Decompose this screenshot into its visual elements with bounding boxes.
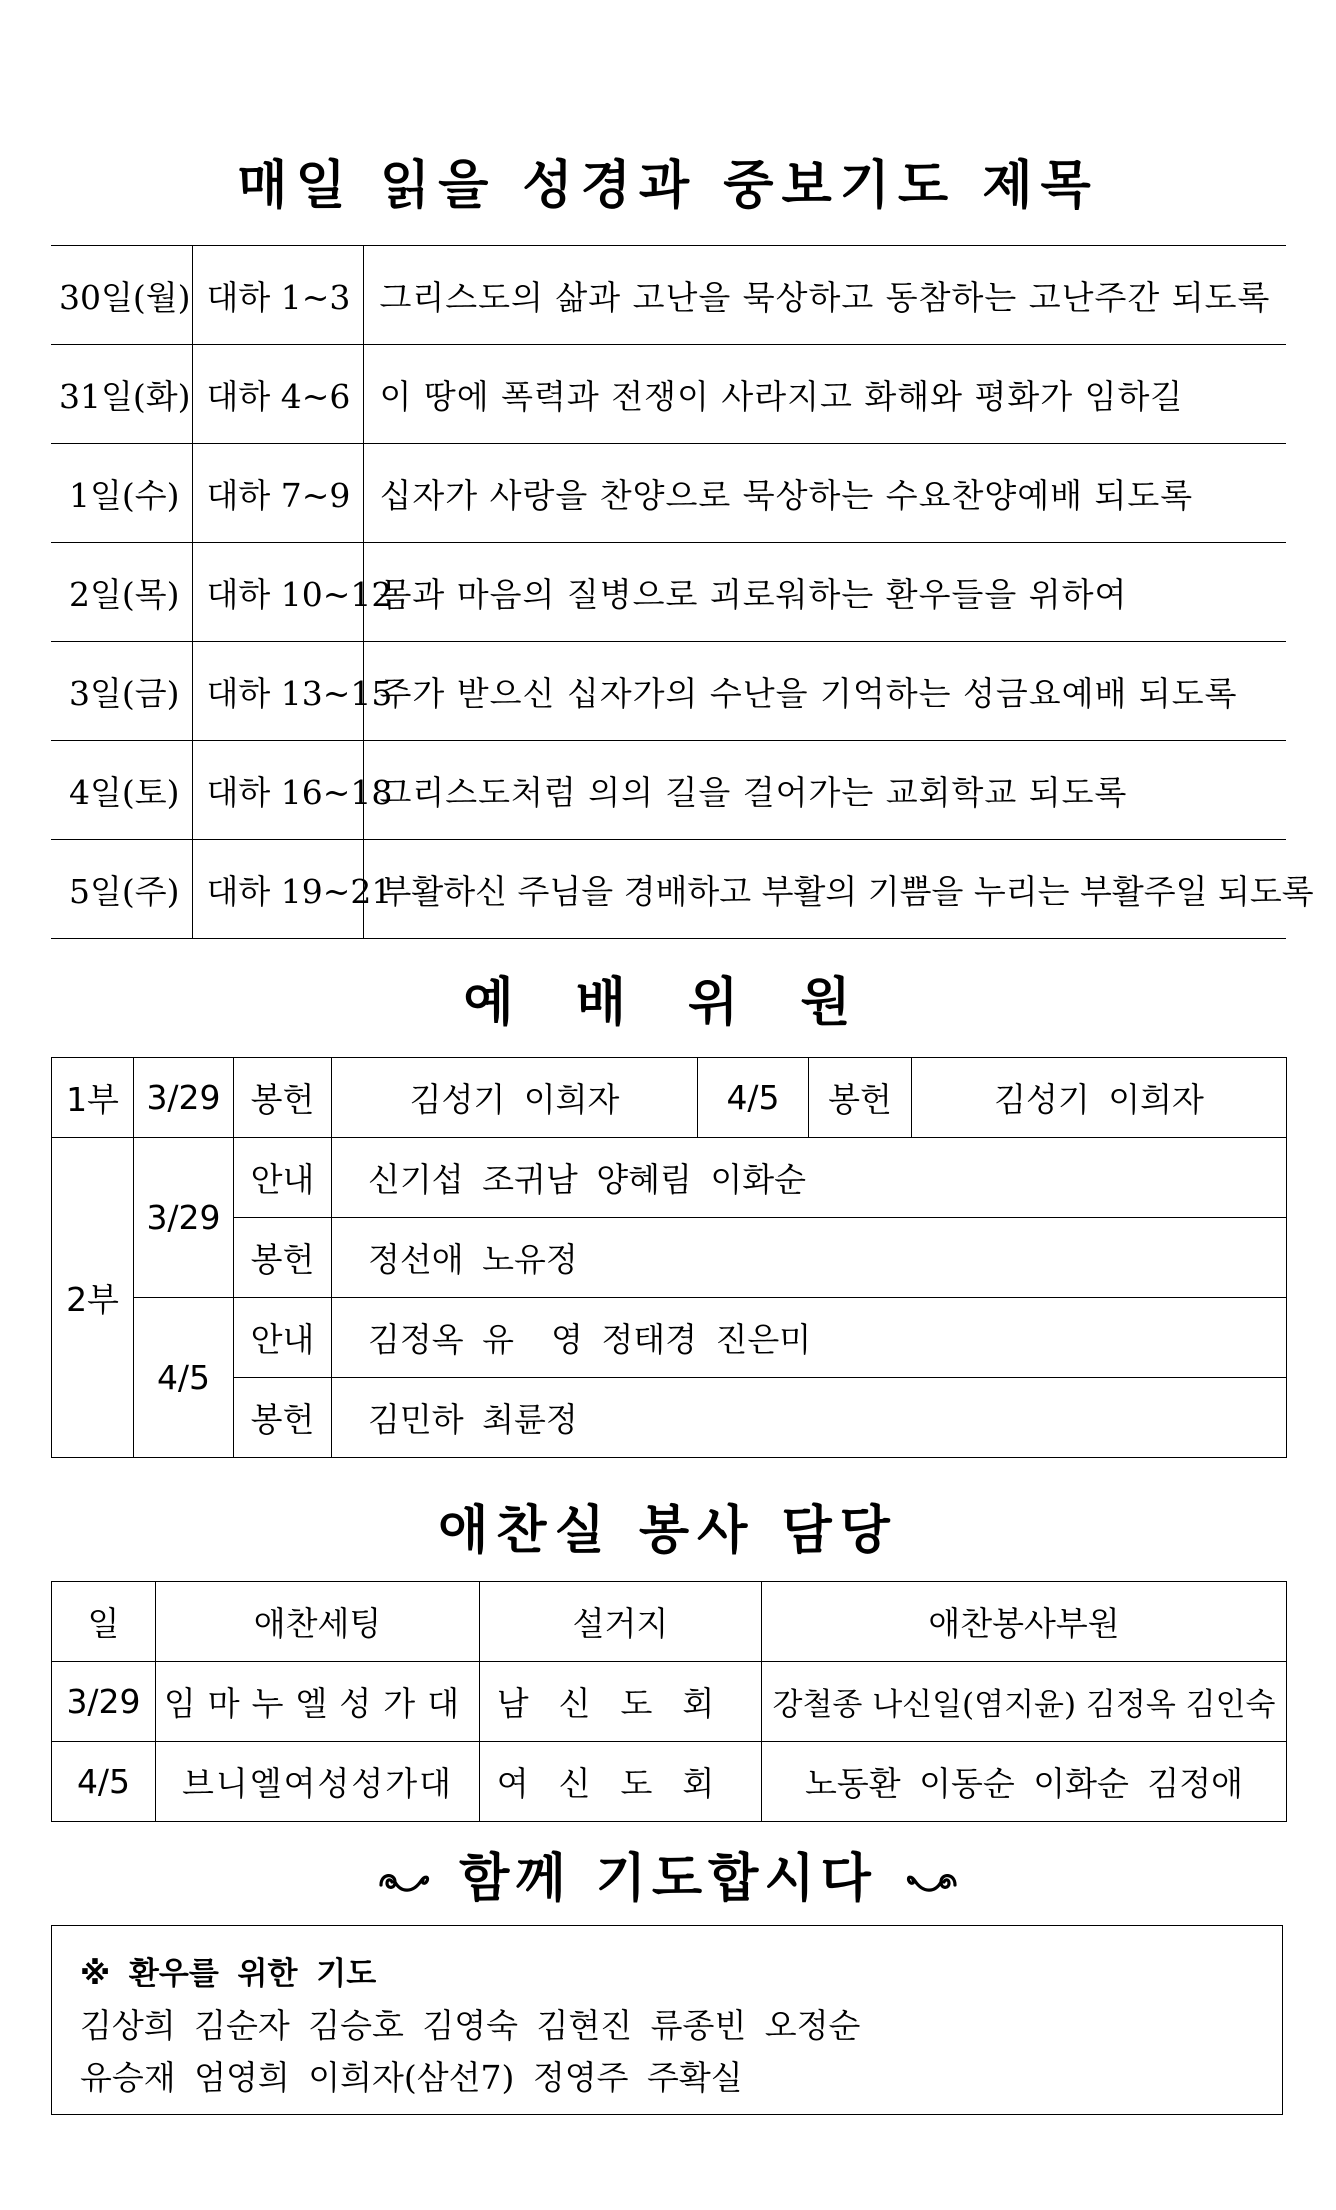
prayer-topic: 그리스도처럼 의의 길을 걸어가는 교회학교 되도록 <box>363 741 1286 840</box>
table-row <box>52 1218 1287 1298</box>
service-role: 안내 <box>234 1298 332 1378</box>
table-row <box>51 840 1286 939</box>
table-row <box>51 444 1286 543</box>
table-row <box>52 1138 1287 1218</box>
service-members: 강철종 나신일(염지윤) 김정옥 김인숙 <box>762 1662 1287 1742</box>
prayer-topic: 부활하신 주님을 경배하고 부활의 기쁨을 누리는 부활주일 되도록 <box>363 840 1286 939</box>
prayer-names-line: 유승재 엄영희 이희자(삼선7) 정영주 주확실 <box>80 2058 743 2097</box>
service-role: 봉헌 <box>234 1058 332 1138</box>
worship-section-title: 예 배 위 원 <box>463 973 873 1033</box>
choir-room-service-table <box>51 1581 1287 1822</box>
service-members: 노동환 이동순 이화순 김정애 <box>762 1742 1287 1822</box>
table-row <box>52 1298 1287 1378</box>
service-date: 3/29 <box>134 1058 234 1138</box>
swirl-ornament-icon <box>905 1867 959 1897</box>
prayer-names-line: 김상희 김순자 김승호 김영숙 김현진 류종빈 오정순 <box>80 2006 861 2045</box>
prayer-topic: 몸과 마음의 질병으로 괴로워하는 환우들을 위하여 <box>363 543 1286 642</box>
service-date: 3/29 <box>134 1138 234 1298</box>
table-row <box>51 345 1286 444</box>
dishes-team: 여신도회 <box>480 1742 762 1822</box>
service-date: 3/29 <box>52 1662 156 1742</box>
prayer-heading: ※ 환우를 위한 기도 <box>80 1956 377 1992</box>
prayer-section-title: 함께 기도합시다 <box>459 1849 877 1909</box>
table-row <box>51 543 1286 642</box>
column-header: 애찬세팅 <box>156 1582 480 1662</box>
setting-team: 브니엘여성성가대 <box>156 1742 480 1822</box>
table-row <box>51 642 1286 741</box>
reading-ref: 대하 7~9 <box>192 444 363 543</box>
service-role: 안내 <box>234 1138 332 1218</box>
reading-ref: 대하 1~3 <box>192 246 363 345</box>
prayer-list-box <box>51 1925 1283 2115</box>
service-date: 4/5 <box>52 1742 156 1822</box>
setting-team: 임마누엘성가대 <box>156 1662 480 1742</box>
service-role: 봉헌 <box>234 1378 332 1458</box>
prayer-topic: 주가 받으신 십자가의 수난을 기억하는 성금요예배 되도록 <box>363 642 1286 741</box>
service-date: 4/5 <box>698 1058 809 1138</box>
column-header: 일 <box>52 1582 156 1662</box>
table-row <box>51 246 1286 345</box>
reading-day: 30일(월) <box>51 246 192 345</box>
service-label: 2부 <box>52 1138 134 1458</box>
prayer-topic: 이 땅에 폭력과 전쟁이 사라지고 화해와 평화가 임하길 <box>363 345 1286 444</box>
service-names: 신기섭 조귀남 양혜림 이화순 <box>332 1138 1287 1218</box>
table-row <box>52 1662 1287 1742</box>
service-names: 김성기 이희자 <box>332 1058 698 1138</box>
reading-ref: 대하 13~15 <box>192 642 363 741</box>
reading-ref: 대하 16~18 <box>192 741 363 840</box>
service-names: 김민하 최륜정 <box>332 1378 1287 1458</box>
service-names: 김성기 이희자 <box>912 1058 1287 1138</box>
service-role: 봉헌 <box>809 1058 912 1138</box>
reading-ref: 대하 4~6 <box>192 345 363 444</box>
dishes-team: 남신도회 <box>480 1662 762 1742</box>
worship-committee-table <box>51 1057 1287 1458</box>
service-date: 4/5 <box>134 1298 234 1458</box>
table-row <box>51 741 1286 840</box>
reading-day: 5일(주) <box>51 840 192 939</box>
reading-day: 3일(금) <box>51 642 192 741</box>
table-row <box>52 1378 1287 1458</box>
choir-section-title: 애찬실 봉사 담당 <box>438 1501 898 1561</box>
service-names: 정선애 노유정 <box>332 1218 1287 1298</box>
table-header-row <box>52 1582 1287 1662</box>
column-header: 애찬봉사부원 <box>762 1582 1287 1662</box>
reading-day: 1일(수) <box>51 444 192 543</box>
reading-day: 2일(목) <box>51 543 192 642</box>
reading-day: 4일(토) <box>51 741 192 840</box>
bible-section-title: 매일 읽을 성경과 중보기도 제목 <box>237 156 1099 216</box>
table-row <box>52 1742 1287 1822</box>
table-row <box>52 1058 1287 1138</box>
prayer-section-title-row <box>0 1849 1336 1909</box>
reading-ref: 대하 10~12 <box>192 543 363 642</box>
service-names: 김정옥 유 영 정태경 진은미 <box>332 1298 1287 1378</box>
service-role: 봉헌 <box>234 1218 332 1298</box>
reading-ref: 대하 19~21 <box>192 840 363 939</box>
prayer-topic: 십자가 사랑을 찬양으로 묵상하는 수요찬양예배 되도록 <box>363 444 1286 543</box>
reading-day: 31일(화) <box>51 345 192 444</box>
service-label: 1부 <box>52 1058 134 1138</box>
bible-reading-table <box>51 245 1314 939</box>
column-header: 설거지 <box>480 1582 762 1662</box>
prayer-topic: 그리스도의 삶과 고난을 묵상하고 동참하는 고난주간 되도록 <box>363 246 1286 345</box>
swirl-ornament-icon <box>377 1867 431 1897</box>
